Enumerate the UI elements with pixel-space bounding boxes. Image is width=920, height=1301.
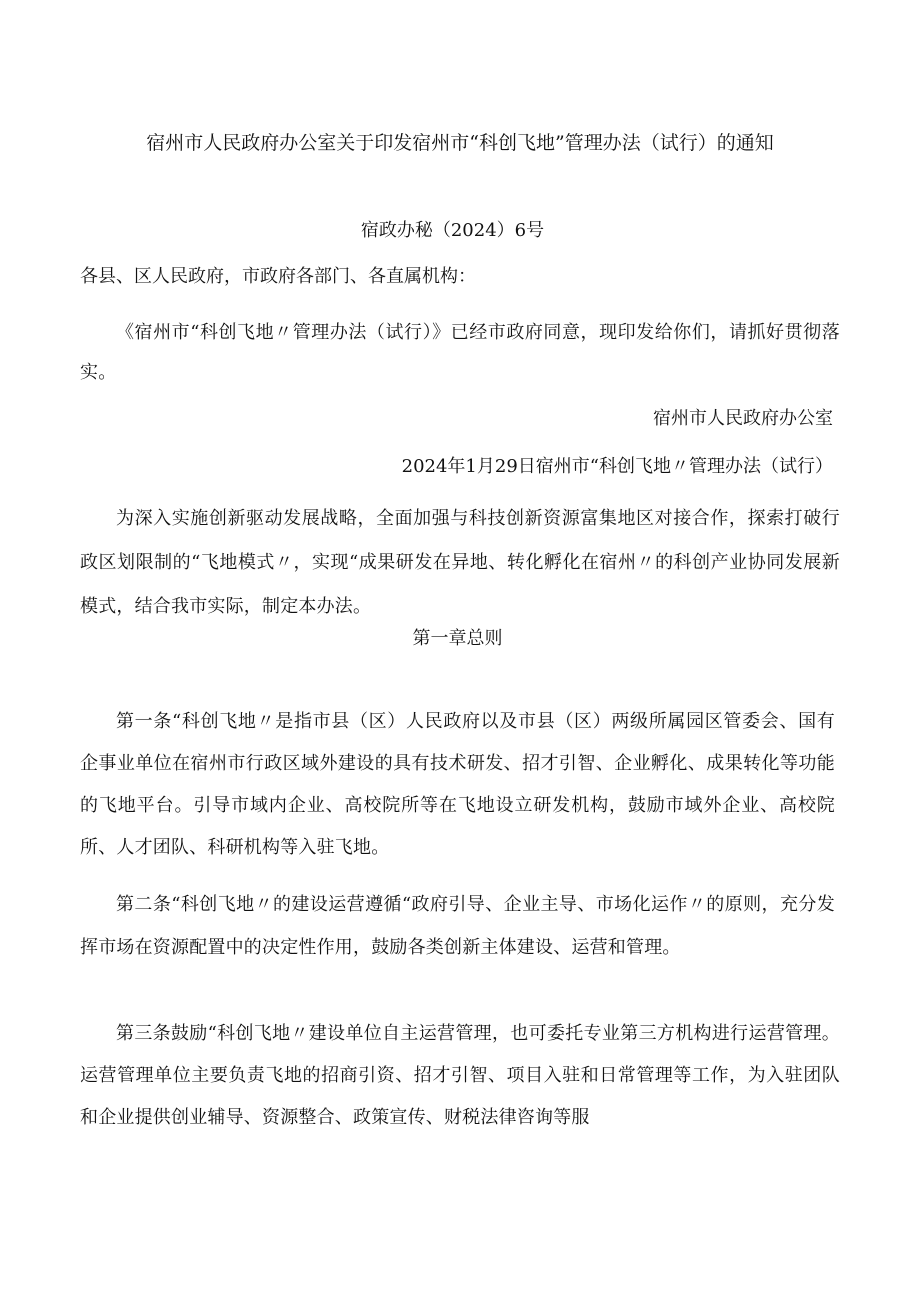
chapter-heading: 第一章总则 [412,628,503,649]
document-title: 宿州市人民政府办公室关于印发宿州市“科创飞地”管理办法（试行）的通知 [146,132,774,154]
document-number: 宿政办秘（2024）6号 [360,220,545,241]
preamble-paragraph: 为深入实施创新驱动发展战略，全面加强与科技创新资源富集地区对接合作，探索打破行政区划限制的“飞地模式〃，实现“成果研发在异地、转化孵化在宿州〃的科创产业协同发展新模式，结合我市实际，制定本办法。 [80,508,840,617]
article-3: 第三条鼓励“科创飞地〃建设单位自主运营管理，也可委托专业第三方机构进行运营管理。运营管理单位主要负责飞地的招商引资、招才引智、项目入驻和日常管理等工作，为入驻团队和企业提供创业辅导、资源整合、政策宣传、财税法律咨询等服 [80,1023,840,1128]
intro-paragraph: 《宿州市“科创飞地〃管理办法（试行）》已经市政府同意，现印发给你们，请抓好贯彻落实。 [80,322,840,383]
date-and-subtitle: 2024年1月29日宿州市“科创飞地〃管理办法（试行） [401,456,833,477]
article-1: 第一条“科创飞地〃是指市县（区）人民政府以及市县（区）两级所属园区管委会、国有企事业单位在宿州市行政区域外建设的具有技术研发、招才引智、企业孵化、成果转化等功能的飞地平台。引导市域内企业、高校院所等在飞地设立研发机构，鼓励市域外企业、高校院所、人才团队、科研机构等入驻飞地。 [80,711,835,858]
article-2: 第二条“科创飞地〃的建设运营遵循“政府引导、企业主导、市场化运作〃的原则，充分发挥市场在资源配置中的决定性作用，鼓励各类创新主体建设、运营和管理。 [80,894,835,958]
issuer: 宿州市人民政府办公室 [653,408,833,429]
addressee: 各县、区人民政府，市政府各部门、各直属机构： [80,266,476,287]
